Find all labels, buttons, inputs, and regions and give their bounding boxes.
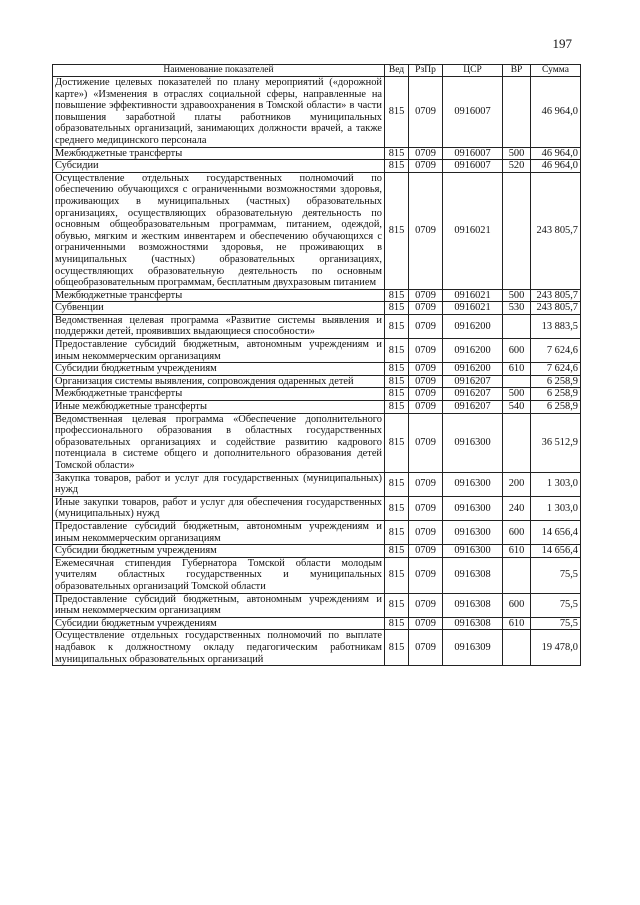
row-csr: 0916300 — [443, 472, 503, 496]
row-name: Ежемесячная стипендия Губернатора Томской области молодым учителям областных государственных и муниципальных образовательных организаций Томской области — [53, 557, 385, 593]
row-csr: 0916309 — [443, 630, 503, 666]
row-name: Ведомственная целевая программа «Обеспечение дополнительного профессионального образования в областных государственных образовательных организациях и содействие развитию кадрового потенциала в системе общего и дополнительного образования детей Томской области» — [53, 413, 385, 472]
row-name: Предоставление субсидий бюджетным, автономным учреждениям и иным некоммерческим организациям — [53, 593, 385, 617]
row-vr — [503, 557, 531, 593]
row-ved: 815 — [385, 363, 409, 376]
table-row — [53, 413, 581, 472]
table-row — [53, 289, 581, 302]
row-ved: 815 — [385, 314, 409, 338]
row-vr: 530 — [503, 302, 531, 315]
row-name: Межбюджетные трансферты — [53, 388, 385, 401]
table-row — [53, 314, 581, 338]
table-row — [53, 617, 581, 630]
budget-table — [52, 64, 581, 666]
row-csr: 0916021 — [443, 302, 503, 315]
row-sum: 46 964,0 — [531, 160, 581, 173]
row-ved: 815 — [385, 413, 409, 472]
row-sum: 13 883,5 — [531, 314, 581, 338]
row-sum: 243 805,7 — [531, 172, 581, 289]
row-sum: 1 303,0 — [531, 496, 581, 520]
row-rzpr: 0709 — [409, 617, 443, 630]
table-row — [53, 77, 581, 148]
row-name: Иные межбюджетные трансферты — [53, 401, 385, 414]
table-row — [53, 496, 581, 520]
header-sum: Сумма — [531, 65, 581, 77]
row-ved: 815 — [385, 545, 409, 558]
row-csr: 0916007 — [443, 160, 503, 173]
row-csr: 0916021 — [443, 172, 503, 289]
row-vr — [503, 77, 531, 148]
row-vr: 600 — [503, 339, 531, 363]
row-ved: 815 — [385, 472, 409, 496]
row-sum: 6 258,9 — [531, 375, 581, 388]
row-ved: 815 — [385, 160, 409, 173]
row-ved: 815 — [385, 289, 409, 302]
header-rzpr: РзПр — [409, 65, 443, 77]
row-rzpr: 0709 — [409, 496, 443, 520]
table-row — [53, 630, 581, 666]
row-csr: 0916207 — [443, 401, 503, 414]
row-rzpr: 0709 — [409, 520, 443, 544]
row-vr — [503, 172, 531, 289]
table-row — [53, 339, 581, 363]
row-rzpr: 0709 — [409, 302, 443, 315]
row-vr — [503, 413, 531, 472]
row-csr: 0916308 — [443, 593, 503, 617]
row-rzpr: 0709 — [409, 593, 443, 617]
row-sum: 75,5 — [531, 617, 581, 630]
row-name: Предоставление субсидий бюджетным, автономным учреждениям и иным некоммерческим организациям — [53, 339, 385, 363]
row-sum: 46 964,0 — [531, 77, 581, 148]
row-ved: 815 — [385, 388, 409, 401]
row-vr: 540 — [503, 401, 531, 414]
row-sum: 75,5 — [531, 593, 581, 617]
row-name: Организация системы выявления, сопровождения одаренных детей — [53, 375, 385, 388]
table-row — [53, 472, 581, 496]
table-row — [53, 302, 581, 315]
header-vr: ВР — [503, 65, 531, 77]
row-rzpr: 0709 — [409, 339, 443, 363]
row-vr: 500 — [503, 289, 531, 302]
row-csr: 0916200 — [443, 363, 503, 376]
row-csr: 0916308 — [443, 557, 503, 593]
table-header-row — [53, 65, 581, 77]
table-row — [53, 147, 581, 160]
row-rzpr: 0709 — [409, 401, 443, 414]
page-number: 197 — [552, 36, 572, 51]
row-csr: 0916007 — [443, 147, 503, 160]
row-sum: 243 805,7 — [531, 289, 581, 302]
row-vr: 240 — [503, 496, 531, 520]
row-ved: 815 — [385, 520, 409, 544]
row-vr: 500 — [503, 388, 531, 401]
row-name: Межбюджетные трансферты — [53, 289, 385, 302]
row-rzpr: 0709 — [409, 160, 443, 173]
row-csr: 0916300 — [443, 413, 503, 472]
row-name: Субсидии бюджетным учреждениям — [53, 617, 385, 630]
row-vr: 600 — [503, 520, 531, 544]
row-sum: 1 303,0 — [531, 472, 581, 496]
row-name: Субсидии бюджетным учреждениям — [53, 363, 385, 376]
row-vr: 610 — [503, 617, 531, 630]
row-rzpr: 0709 — [409, 314, 443, 338]
row-name: Ведомственная целевая программа «Развитие системы выявления и поддержки детей, проявивших выдающиеся способности» — [53, 314, 385, 338]
row-name: Осуществление отдельных государственных полномочий по обеспечению обучающихся с ограниченными возможностями здоровья, проживающих в муниципальных (частных) образовательных организациях, осуществляющих образовательную деятельность по основным общеобразовательным программам, питанием, одеждой, обувью, мягким и жестким инвентарем и обеспечению обучающихся с ограниченными возможностями здоровья, не проживающих в муниципальных (частных) образовательных организациях, осуществляющих образовательную деятельность по основным общеобразовательным программам, бесплатным двухразовым питанием — [53, 172, 385, 289]
row-ved: 815 — [385, 339, 409, 363]
row-sum: 7 624,6 — [531, 339, 581, 363]
row-sum: 14 656,4 — [531, 545, 581, 558]
row-name: Осуществление отдельных государственных полномочий по выплате надбавок к должностному окладу педагогическим работникам муниципальных образовательных организаций — [53, 630, 385, 666]
row-name: Субсидии — [53, 160, 385, 173]
header-name: Наименование показателей — [53, 65, 385, 77]
row-rzpr: 0709 — [409, 545, 443, 558]
row-name: Субсидии бюджетным учреждениям — [53, 545, 385, 558]
row-vr — [503, 630, 531, 666]
row-vr: 200 — [503, 472, 531, 496]
row-name: Субвенции — [53, 302, 385, 315]
row-rzpr: 0709 — [409, 289, 443, 302]
table-row — [53, 388, 581, 401]
row-csr: 0916021 — [443, 289, 503, 302]
table-row — [53, 557, 581, 593]
table-row — [53, 401, 581, 414]
row-ved: 815 — [385, 496, 409, 520]
row-rzpr: 0709 — [409, 413, 443, 472]
row-sum: 36 512,9 — [531, 413, 581, 472]
row-vr: 600 — [503, 593, 531, 617]
table-row — [53, 593, 581, 617]
row-rzpr: 0709 — [409, 557, 443, 593]
row-ved: 815 — [385, 302, 409, 315]
row-sum: 243 805,7 — [531, 302, 581, 315]
row-vr: 500 — [503, 147, 531, 160]
row-ved: 815 — [385, 401, 409, 414]
row-name: Межбюджетные трансферты — [53, 147, 385, 160]
header-csr: ЦСР — [443, 65, 503, 77]
row-sum: 19 478,0 — [531, 630, 581, 666]
row-sum: 6 258,9 — [531, 401, 581, 414]
row-rzpr: 0709 — [409, 172, 443, 289]
row-vr: 610 — [503, 363, 531, 376]
row-csr: 0916207 — [443, 375, 503, 388]
row-sum: 46 964,0 — [531, 147, 581, 160]
row-csr: 0916200 — [443, 314, 503, 338]
row-sum: 75,5 — [531, 557, 581, 593]
row-rzpr: 0709 — [409, 77, 443, 148]
row-vr: 520 — [503, 160, 531, 173]
table-row — [53, 172, 581, 289]
row-ved: 815 — [385, 375, 409, 388]
table-row — [53, 160, 581, 173]
row-rzpr: 0709 — [409, 147, 443, 160]
row-vr — [503, 375, 531, 388]
row-ved: 815 — [385, 172, 409, 289]
row-name: Предоставление субсидий бюджетным, автономным учреждениям и иным некоммерческим организациям — [53, 520, 385, 544]
row-vr: 610 — [503, 545, 531, 558]
header-ved: Вед — [385, 65, 409, 77]
row-rzpr: 0709 — [409, 472, 443, 496]
row-sum: 6 258,9 — [531, 388, 581, 401]
table-row — [53, 375, 581, 388]
row-csr: 0916300 — [443, 520, 503, 544]
row-name: Иные закупки товаров, работ и услуг для обеспечения государственных (муниципальных) нужд — [53, 496, 385, 520]
row-rzpr: 0709 — [409, 375, 443, 388]
row-ved: 815 — [385, 630, 409, 666]
row-csr: 0916200 — [443, 339, 503, 363]
row-rzpr: 0709 — [409, 630, 443, 666]
row-rzpr: 0709 — [409, 363, 443, 376]
table-row — [53, 545, 581, 558]
row-name: Закупка товаров, работ и услуг для государственных (муниципальных) нужд — [53, 472, 385, 496]
row-vr — [503, 314, 531, 338]
row-csr: 0916207 — [443, 388, 503, 401]
row-csr: 0916300 — [443, 545, 503, 558]
row-csr: 0916300 — [443, 496, 503, 520]
table-row — [53, 520, 581, 544]
row-name: Достижение целевых показателей по плану мероприятий («дорожной карте») «Изменения в отраслях социальной сферы, направленные на повышение эффективности здравоохранения в Томской области» в части повышения заработной платы работников муниципальных образовательных организаций, занимающих должности врачей, а также среднего медицинского персонала — [53, 77, 385, 148]
row-ved: 815 — [385, 147, 409, 160]
row-csr: 0916308 — [443, 617, 503, 630]
row-rzpr: 0709 — [409, 388, 443, 401]
row-ved: 815 — [385, 593, 409, 617]
table-row — [53, 363, 581, 376]
row-csr: 0916007 — [443, 77, 503, 148]
row-ved: 815 — [385, 77, 409, 148]
row-sum: 7 624,6 — [531, 363, 581, 376]
row-sum: 14 656,4 — [531, 520, 581, 544]
row-ved: 815 — [385, 557, 409, 593]
row-ved: 815 — [385, 617, 409, 630]
